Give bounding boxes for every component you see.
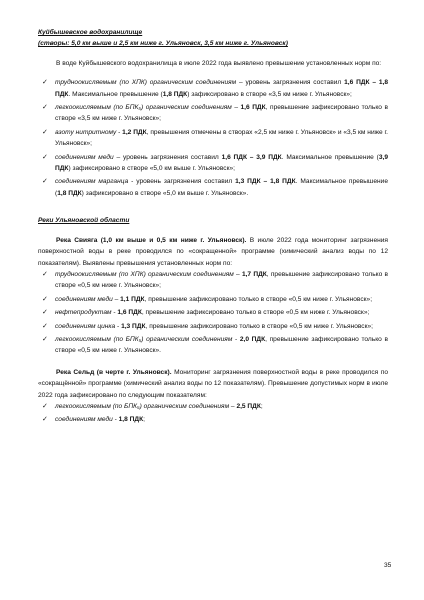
page-number: 35 xyxy=(384,562,392,569)
list-item: ✓ соединениям цинка - 1,3 ПДК, превышение зафиксировано только в створе «0,5 км ниже г. Ульяновск»; xyxy=(38,321,388,332)
check-icon: ✓ xyxy=(42,153,48,161)
check-icon: ✓ xyxy=(42,335,48,343)
list-item: ✓ соединениям меди – уровень загрязнения составил 1,6 ПДК – 3,9 ПДК. Максимальное превышение (3,9 ПДК) зафиксировано в створе «5,0 км выше г. Ульяновск»; xyxy=(42,153,388,173)
list-item: ✓ нефтепродуктам - 1,6 ПДК, превышение зафиксировано только в створе «0,5 км ниже г. Ульяновск»; xyxy=(38,307,388,318)
list-item: ✓ легкоокисляемым (по БПК₅) органическим соединениям – 1,6 ПДК, превышение зафиксировано только в створе «3,5 км ниже г. Ульяновск»; xyxy=(42,104,388,123)
list-item: ✓ легкоокисляемым (по БПК₅) органическим соединениям - 2,0 ПДК, превышение зафиксировано только в створе «0,5 км ниже г. Ульяновск». xyxy=(42,335,388,355)
check-icon: ✓ xyxy=(42,416,48,424)
seld-list xyxy=(38,401,388,426)
check-icon: ✓ xyxy=(42,270,48,278)
section-subtitle-reservoir: (створы: 5,0 км выше и 2,5 км ниже г. Ульяновск, 3,5 км ниже г. Ульяновск) xyxy=(38,40,288,48)
check-icon: ✓ xyxy=(42,295,48,303)
reservoir-intro: В воде Куйбышевского водохранилища в июле 2022 года выявлено превышение установленных норм по: xyxy=(56,59,382,67)
check-icon: ✓ xyxy=(42,128,48,136)
check-icon: ✓ xyxy=(42,322,48,330)
sviyaga-list xyxy=(38,269,388,357)
list-item: ✓ легкоокисляемым (по БПК₅) органическим соединениям – 2,5 ПДК; xyxy=(38,401,388,412)
list-item: ✓ трудноокисляемым (по ХПК) органическим соединениям – 1,7 ПДК, превышение зафиксировано только в створе «0,5 км ниже г. Ульяновск»; xyxy=(42,270,388,290)
list-item: ✓ азоту нитритному - 1,2 ПДК, превышения отмечены в створах «2,5 км ниже г. Ульяновск» и «3,5 км ниже г. Ульяновск»; xyxy=(42,128,388,148)
page-content xyxy=(38,27,388,428)
section-title-rivers: Реки Ульяновской области xyxy=(38,217,130,225)
list-item: ✓ соединениям марганца - уровень загрязнения составил 1,3 ПДК – 1,8 ПДК. Максимальное превышение (1,8 ПДК) зафиксировано в створе «5,0 км выше г. Ульяновск». xyxy=(42,178,388,197)
check-icon: ✓ xyxy=(42,309,48,317)
reservoir-list xyxy=(38,77,388,199)
section-title-reservoir: Куйбышевское водохранилище xyxy=(38,29,143,36)
check-icon: ✓ xyxy=(42,402,48,410)
check-icon: ✓ xyxy=(42,79,48,87)
list-item: ✓ трудноокисляемым (по ХПК) органическим соединениям – уровень загрязнения составил 1,6 ПДК – 1,8 ПДК. Максимальное превышение (1,8 ПДК) зафиксировано в створе «3,5 км ниже г. Ульяновск»; xyxy=(42,79,388,98)
check-icon: ✓ xyxy=(42,178,48,186)
list-item: ✓ соединениям меди – 1,1 ПДК, превышение зафиксировано только в створе «0,5 км ниже г. Ульяновск»; xyxy=(38,294,388,305)
seld-intro: Река Сельд (в черте г. Ульяновск). Мониторинг загрязнения поверхностной воды в реке проводился по «сокращённой» программе (химический анализ воды по 12 показателям). Превышение допустимых норм в июле 2022 года зафиксировано по следующим показателям: xyxy=(38,368,389,399)
list-item: ✓ соединениям меди - 1,8 ПДК; xyxy=(38,414,388,425)
check-icon: ✓ xyxy=(42,104,48,112)
sviyaga-intro: Река Свияга (1,0 км выше и 0,5 км ниже г. Ульяновск). В июле 2022 года мониторинг загрязнения поверхностной воды в реке проводился по «сокращенной» программе (химический анализ воды по 12 показателям). Выявлены превышения установленных норм по: xyxy=(38,236,389,267)
